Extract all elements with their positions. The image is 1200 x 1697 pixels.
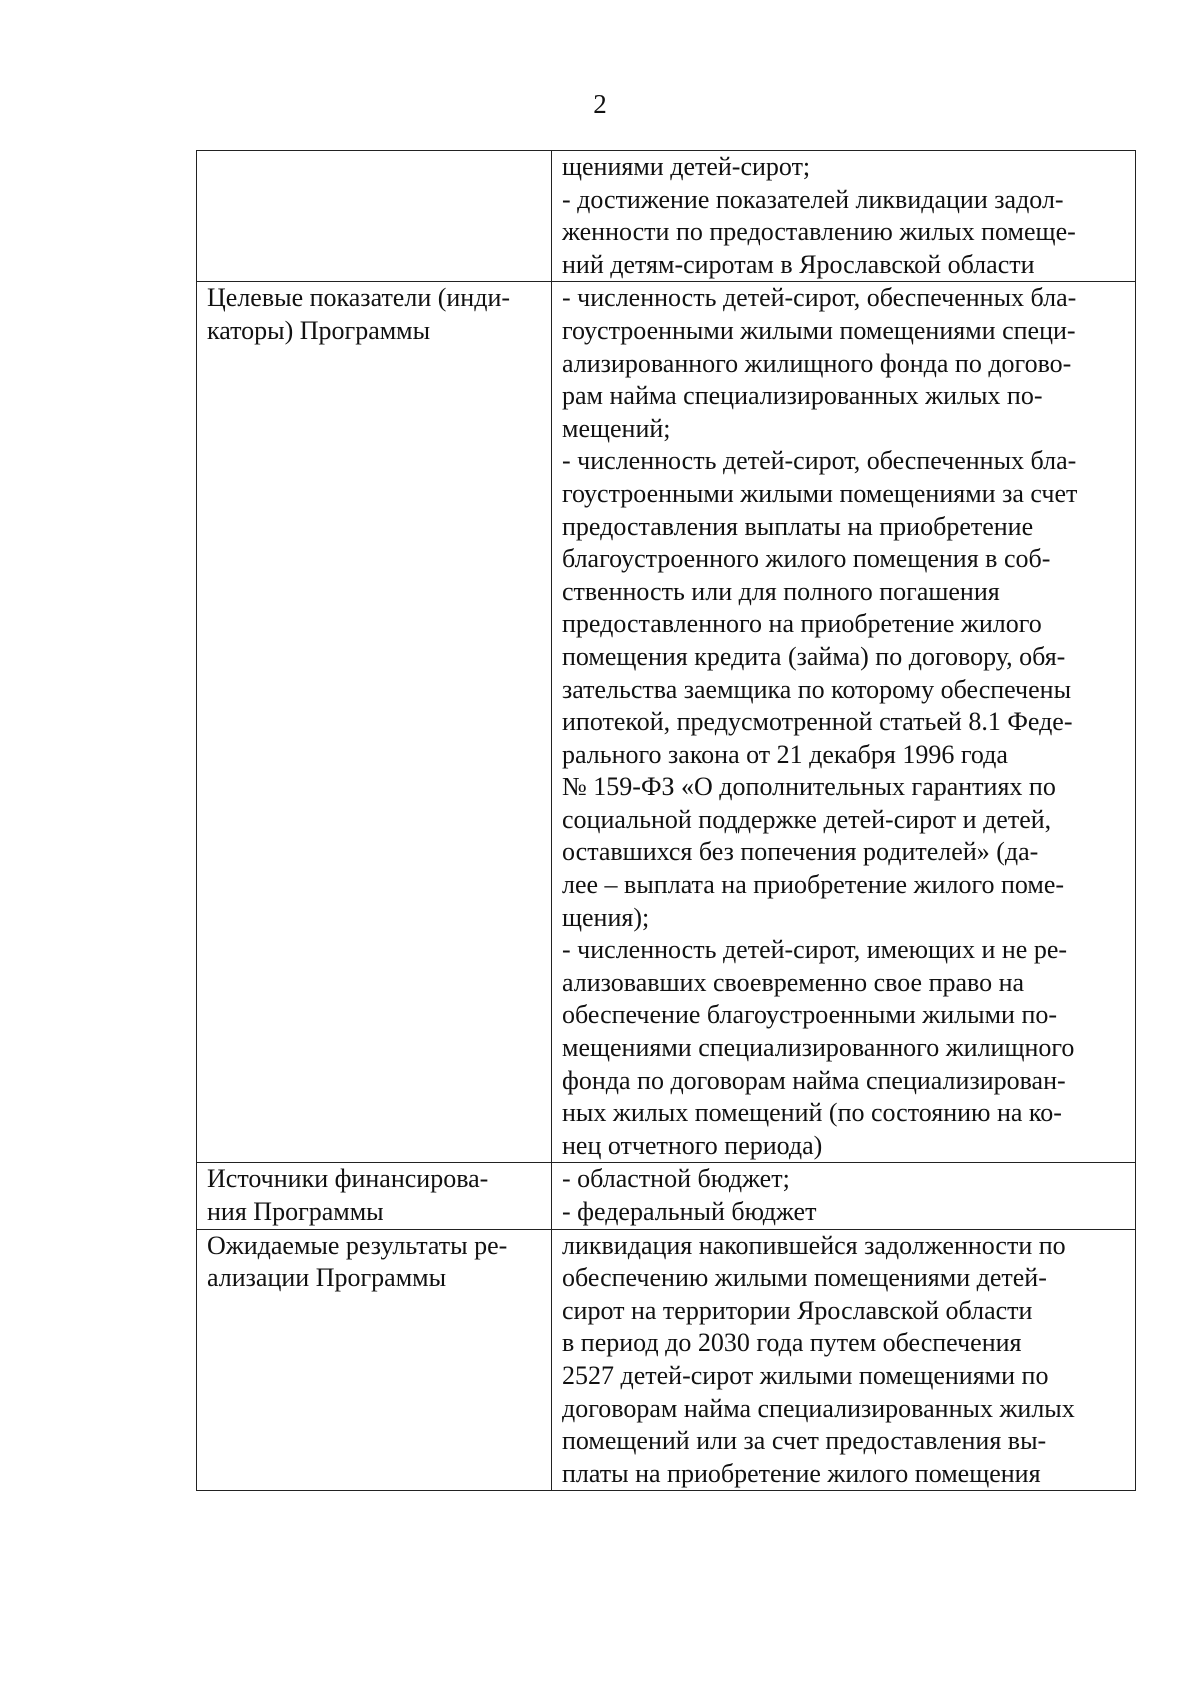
text-line: обеспечение благоустроенными жилыми по- — [562, 1000, 1058, 1030]
text-line: гоустроенными жилыми помещениями за счет — [562, 478, 1078, 508]
text-line: 2527 детей-сирот жилыми помещениями по — [562, 1360, 1049, 1390]
text-line: ализовавших своевременно свое право на — [562, 967, 1025, 997]
text-line: предоставленного на приобретение жилого — [562, 609, 1042, 639]
text-line: в период до 2030 года путем обеспечения — [562, 1328, 1022, 1358]
label-cell-funding-sources — [197, 1163, 552, 1229]
label-line: Целевые показатели (инди- — [207, 283, 511, 313]
page-number: 2 — [593, 89, 607, 119]
text-line: ликвидация накопившейся задолженности по — [562, 1230, 1066, 1260]
text-line: помещений или за счет предоставления вы- — [562, 1426, 1047, 1456]
label-line: ализации Программы — [207, 1263, 447, 1293]
text-line: обеспечению жилыми помещениями детей- — [562, 1263, 1047, 1293]
text-line: рам найма специализированных жилых по- — [562, 381, 1043, 411]
text-line: благоустроенного жилого помещения в соб- — [562, 544, 1051, 574]
text-line: - численность детей-сирот, обеспеченных бла- — [562, 446, 1077, 476]
text-line: социальной поддержке детей-сирот и детей, — [562, 804, 1052, 834]
text-line: рального закона от 21 декабря 1996 года — [562, 739, 1008, 769]
label-line: Ожидаемые результаты ре- — [207, 1230, 508, 1260]
text-line: - областной бюджет; — [562, 1164, 790, 1194]
text-line: ных жилых помещений (по состоянию на ко- — [562, 1098, 1062, 1128]
label-line: каторы) Программы — [207, 315, 431, 345]
text-line: договорам найма специализированных жилых — [562, 1393, 1075, 1423]
text-line: мещений; — [562, 413, 671, 443]
value-cell-target-indicators — [552, 282, 1136, 1163]
text-line: - численность детей-сирот, имеющих и не ре- — [562, 935, 1068, 965]
text-line: № 159-ФЗ «О дополнительных гарантиях по — [562, 772, 1056, 802]
text-line: ственность или для полного погашения — [562, 576, 1000, 606]
table-row-continuation — [197, 151, 1136, 282]
value-cell-goals-continuation — [552, 151, 1136, 282]
text-line: щениями детей-сирот; — [562, 152, 811, 181]
text-line: нец отчетного периода) — [562, 1130, 823, 1160]
text-line: - достижение показателей ликвидации задол- — [562, 184, 1064, 214]
program-passport-table — [196, 150, 1136, 1491]
table-row-target-indicators — [197, 282, 1136, 1163]
text-line: щения); — [562, 902, 650, 932]
text-line: мещениями специализированного жилищного — [562, 1033, 1075, 1063]
text-line: - федеральный бюджет — [562, 1197, 817, 1226]
text-line: платы на приобретение жилого помещения — [562, 1458, 1041, 1488]
table-row-expected-results — [197, 1229, 1136, 1491]
text-line: оставшихся без попечения родителей» (да- — [562, 837, 1039, 867]
text-line: фонда по договорам найма специализирован- — [562, 1065, 1066, 1095]
text-line: - численность детей-сирот, обеспеченных бла- — [562, 283, 1077, 313]
label-line: Источники финансирова- — [207, 1164, 489, 1194]
text-line: помещения кредита (займа) по договору, обя- — [562, 641, 1066, 671]
text-line: ний детям-сиротам в Ярославской области — [562, 249, 1035, 279]
label-cell-expected-results — [197, 1229, 552, 1491]
label-cell-target-indicators — [197, 282, 552, 1163]
value-cell-expected-results — [552, 1229, 1136, 1491]
text-line: ализированного жилищного фонда по догово- — [562, 348, 1072, 378]
label-line: ния Программы — [207, 1197, 384, 1226]
text-line: гоустроенными жилыми помещениями специ- — [562, 315, 1076, 345]
text-line: ипотекой, предусмотренной статьей 8.1 Феде- — [562, 707, 1073, 737]
text-line: предоставления выплаты на приобретение — [562, 511, 1034, 541]
text-line: сирот на территории Ярославской области — [562, 1295, 1033, 1325]
value-cell-funding-sources — [552, 1163, 1136, 1229]
text-line: зательства заемщика по которому обеспечены — [562, 674, 1072, 704]
table-row-funding-sources — [197, 1163, 1136, 1229]
text-line: женности по предоставлению жилых помеще- — [562, 217, 1076, 247]
label-cell-empty — [197, 151, 552, 282]
text-line: лее – выплата на приобретение жилого поме- — [562, 870, 1065, 900]
